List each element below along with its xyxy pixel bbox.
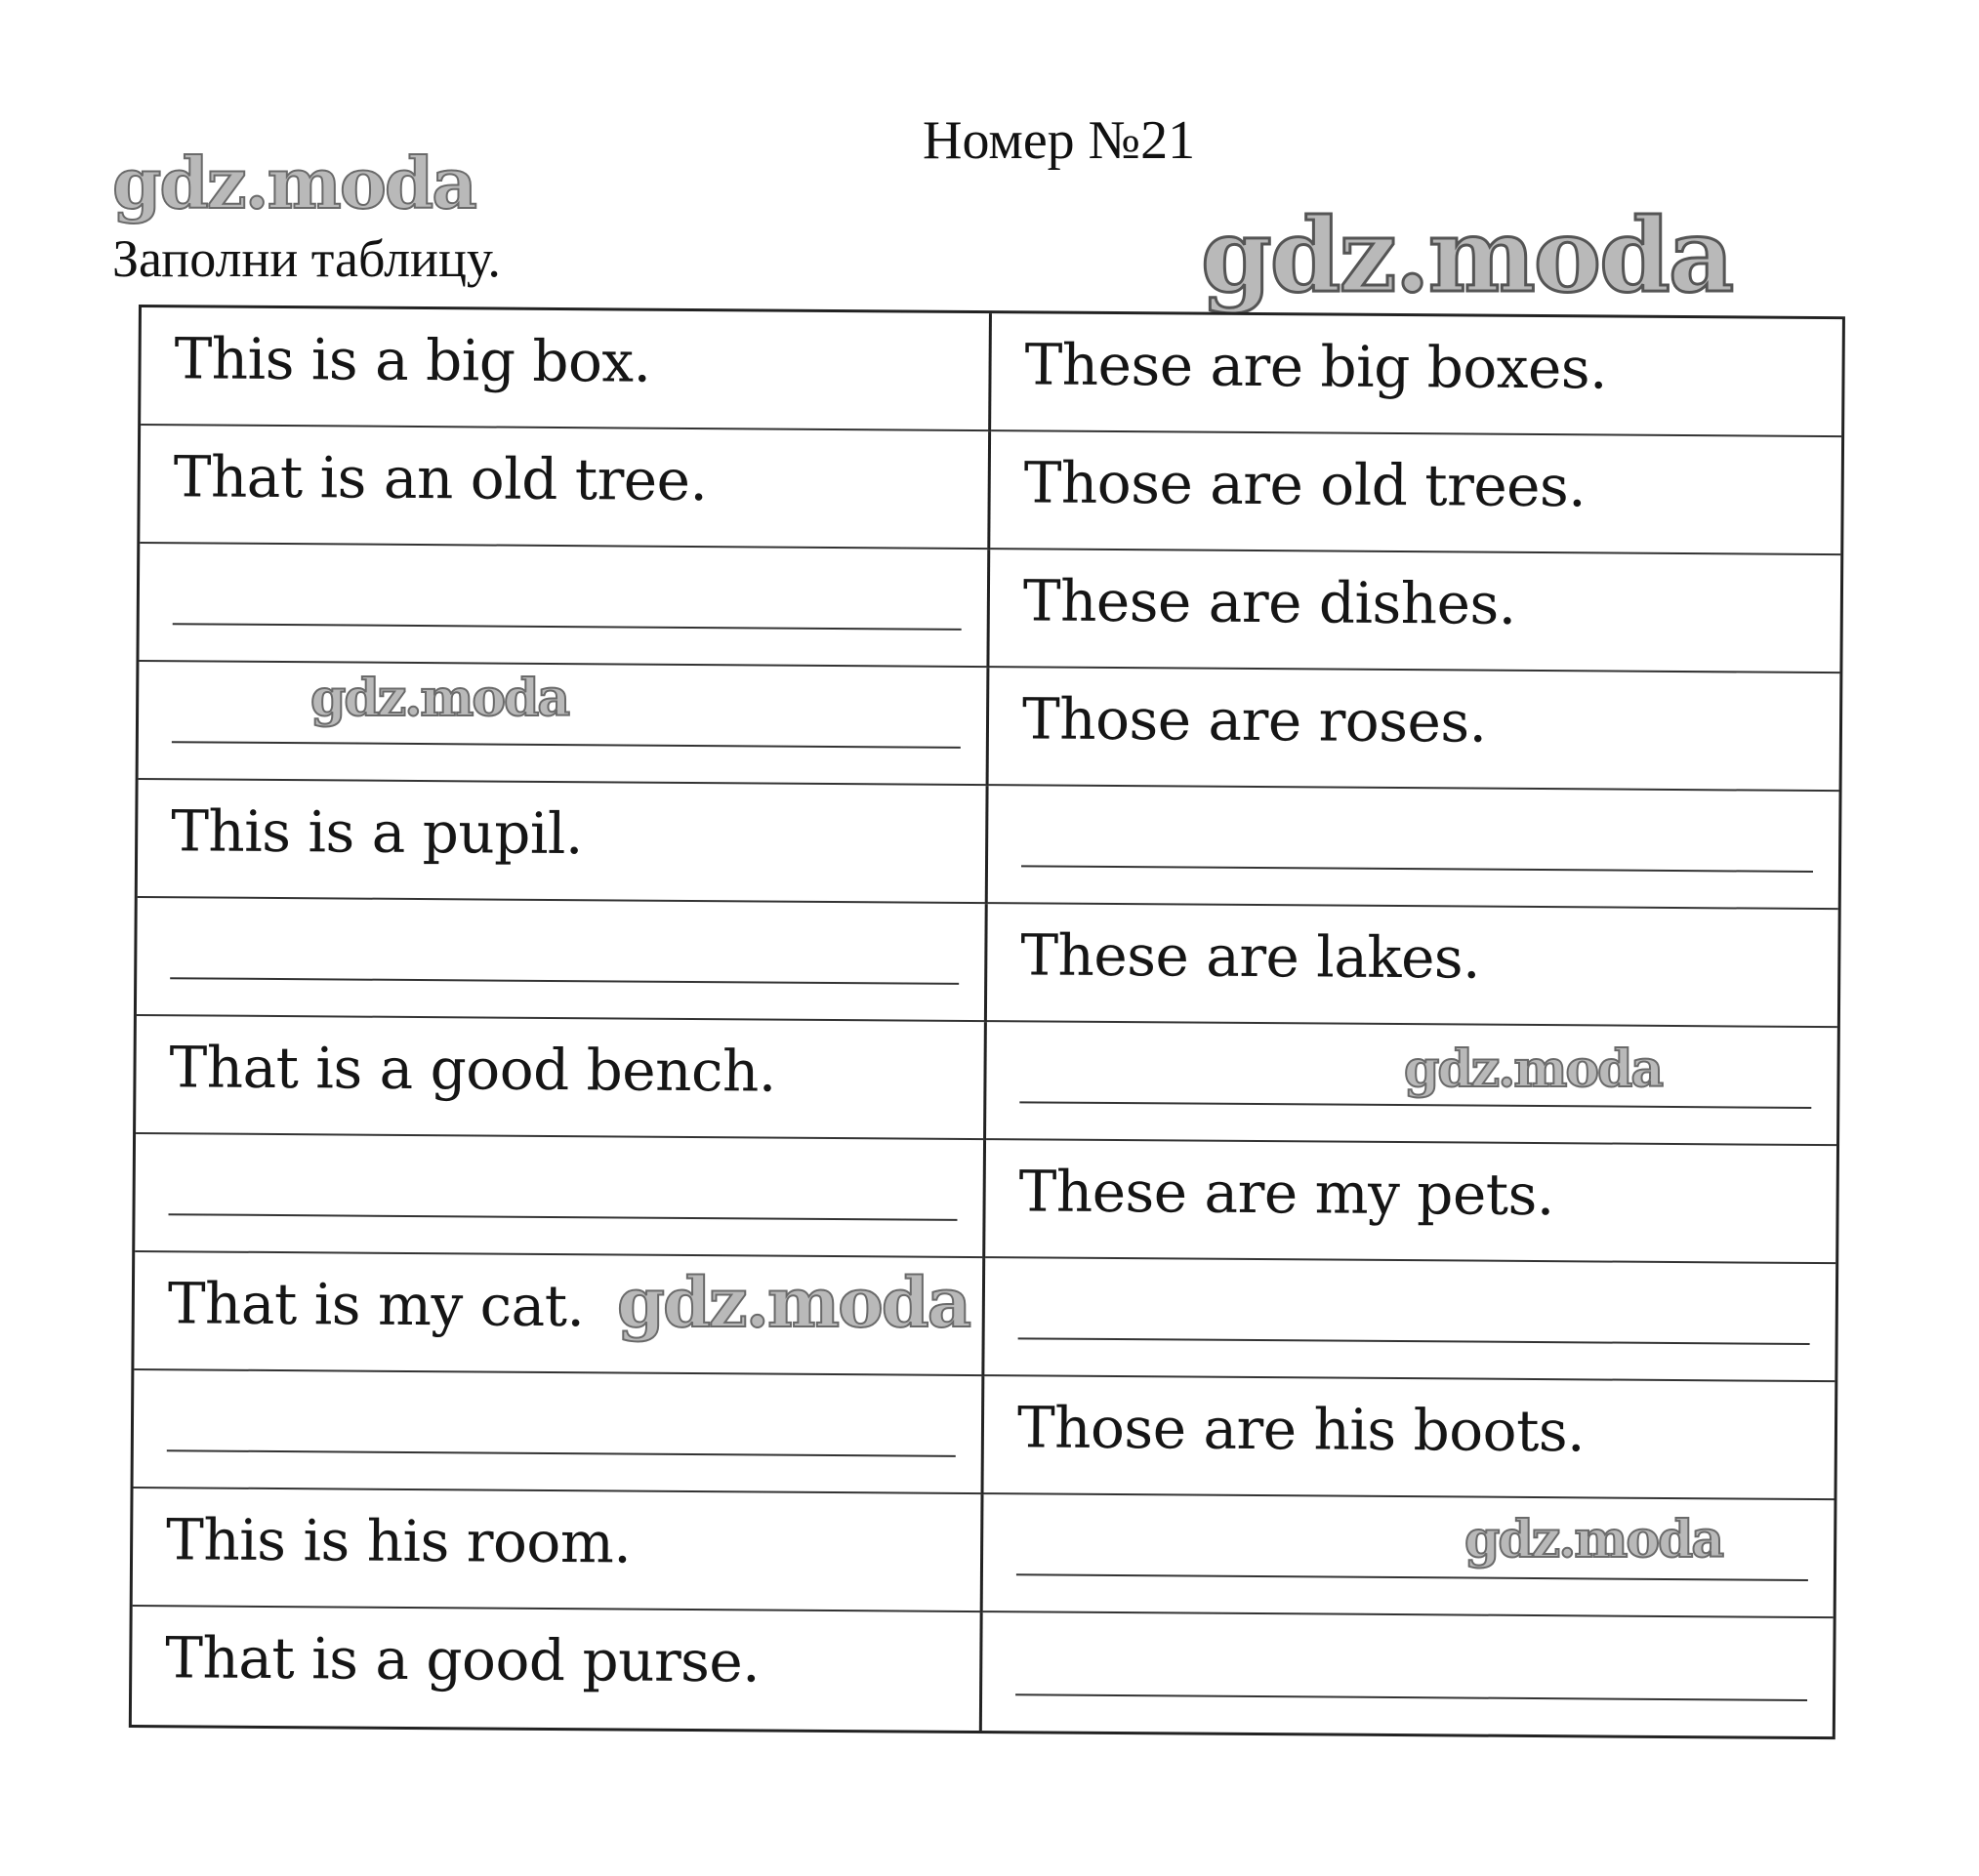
answer-blank-line[interactable]: [1021, 865, 1813, 873]
answer-blank-line[interactable]: [167, 1449, 956, 1457]
table-cell-left: [132, 1607, 983, 1731]
table-cell-right: [989, 668, 1840, 792]
answer-blank-line[interactable]: [1016, 1573, 1808, 1581]
table-cell-right: [989, 550, 1840, 673]
sentence-text: These are big boxes.: [1024, 331, 1608, 402]
answer-blank-line[interactable]: [170, 977, 959, 985]
table-cell-left: [133, 1489, 984, 1612]
sentence-text: These are lakes.: [1020, 921, 1481, 992]
watermark-logo: gdz.moda: [112, 142, 475, 224]
sentence-text: That is an old tree.: [173, 443, 708, 514]
answer-blank-line[interactable]: [172, 741, 961, 749]
sentence-text: That is a good bench.: [169, 1034, 777, 1105]
sentence-text: This is a pupil.: [170, 797, 584, 868]
table-cell-right: [990, 431, 1841, 555]
table-cell-right[interactable]: [988, 786, 1839, 910]
table-cell-right[interactable]: [982, 1612, 1834, 1736]
sentence-text: This is his room.: [165, 1506, 632, 1576]
table-cell-left[interactable]: [134, 1370, 985, 1494]
table-cell-right[interactable]: [984, 1258, 1835, 1382]
table-cell-left: [138, 780, 989, 904]
watermark-logo: gdz.moda: [1464, 1510, 1723, 1570]
watermark-logo: gdz.moda: [1201, 195, 1733, 315]
answer-blank-line[interactable]: [1019, 1101, 1811, 1109]
table-cell-left[interactable]: [137, 898, 988, 1022]
sentence-text: Those are roses.: [1021, 685, 1487, 755]
sentence-text: These are dishes.: [1022, 567, 1516, 637]
watermark-logo: gdz.moda: [1404, 1040, 1663, 1099]
sentence-text: Those are old trees.: [1023, 449, 1587, 520]
watermark-logo: gdz.moda: [310, 669, 569, 728]
answer-blank-line[interactable]: [1018, 1337, 1810, 1345]
answer-blank-line[interactable]: [168, 1213, 957, 1221]
sentence-text: That is a good purse.: [165, 1624, 761, 1695]
table-cell-left: [136, 1016, 987, 1140]
table-cell-left[interactable]: [139, 544, 990, 668]
sentence-text: That is my cat.: [167, 1270, 585, 1340]
watermark-logo: gdz.moda: [617, 1262, 970, 1343]
answer-blank-line[interactable]: [1015, 1693, 1807, 1701]
sentence-text: Those are his boots.: [1016, 1394, 1586, 1465]
sentence-text: These are my pets.: [1018, 1158, 1555, 1229]
table-cell-right: [984, 1376, 1835, 1500]
answer-blank-line[interactable]: [173, 623, 962, 631]
table-cell-right: [985, 1140, 1836, 1264]
table-cell-right: [987, 904, 1838, 1028]
table-cell-left: [141, 307, 992, 431]
instruction-text: Заполни таблицу.: [112, 229, 501, 288]
sentence-text: This is a big box.: [174, 325, 651, 395]
table-cell-left: [140, 426, 991, 550]
table-cell-right: [991, 313, 1842, 437]
table-cell-left[interactable]: [135, 1134, 986, 1258]
page-title: Номер №21: [923, 110, 1196, 171]
